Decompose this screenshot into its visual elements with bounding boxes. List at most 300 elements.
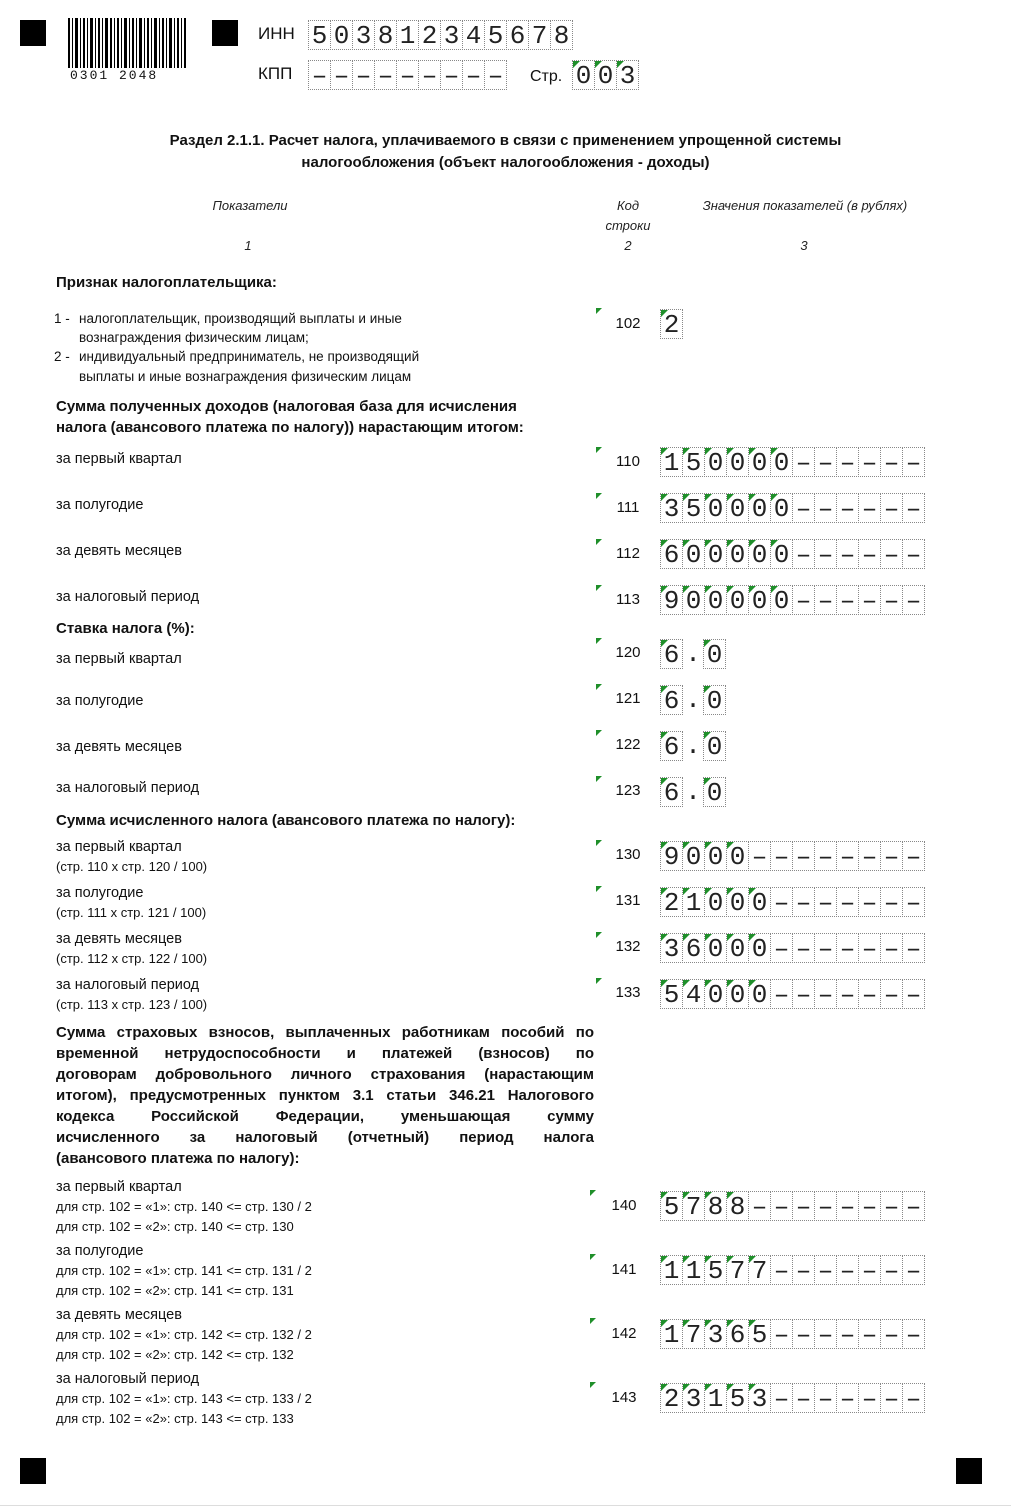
- char-cell: 6: [660, 639, 683, 669]
- char-cell: 0: [770, 585, 793, 615]
- char-cell: 8: [704, 1191, 727, 1221]
- row-110-flag-icon: [596, 447, 602, 453]
- row-133-code: 133: [615, 984, 641, 1001]
- page-label: Стр.: [530, 68, 563, 85]
- char-cell: –: [330, 60, 353, 90]
- char-cell: 0: [726, 493, 749, 523]
- char-cell: 7: [726, 1255, 749, 1285]
- kpp-field[interactable]: [308, 60, 506, 90]
- row-112-value-field[interactable]: [660, 539, 924, 569]
- inn-label: ИНН: [258, 24, 295, 43]
- row-132-note: (стр. 112 х стр. 122 / 100): [56, 951, 208, 966]
- char-cell: 5: [704, 1255, 727, 1285]
- row-133-note: (стр. 113 х стр. 123 / 100): [56, 997, 208, 1012]
- char-cell: 0: [704, 585, 727, 615]
- row-140-value-field[interactable]: [660, 1191, 924, 1221]
- char-cell: –: [880, 933, 903, 963]
- row-121-label: за полугодие: [56, 693, 144, 709]
- income-heading-line-2: налога (авансового платежа по налогу)) нарастающим итогом:: [56, 419, 524, 436]
- char-cell: 0: [748, 887, 771, 917]
- row-141-value-field[interactable]: [660, 1255, 924, 1285]
- char-cell: –: [792, 493, 815, 523]
- char-cell: 6: [660, 731, 683, 761]
- char-cell: –: [484, 60, 507, 90]
- char-cell: –: [880, 1255, 903, 1285]
- char-cell: –: [858, 841, 881, 871]
- char-cell: 0: [770, 539, 793, 569]
- char-cell: 4: [462, 20, 485, 50]
- char-cell: –: [748, 1191, 771, 1221]
- row-131-code: 131: [615, 892, 641, 909]
- char-cell: 0: [704, 933, 727, 963]
- row-130-value-field[interactable]: [660, 841, 924, 871]
- row-131-value-field[interactable]: [660, 887, 924, 917]
- row-142-flag-icon: [590, 1318, 596, 1324]
- char-cell: –: [748, 841, 771, 871]
- char-cell: 5: [484, 20, 507, 50]
- char-cell: –: [858, 493, 881, 523]
- char-cell: 3: [682, 1383, 705, 1413]
- char-cell: –: [814, 539, 837, 569]
- section-title-line-1: Раздел 2.1.1. Расчет налога, уплачиваемого в связи с применением упрощенной системы: [169, 132, 842, 149]
- row-141-note-2: для стр. 102 = «2»: стр. 141 <= стр. 131: [56, 1283, 294, 1298]
- char-cell: 0: [748, 585, 771, 615]
- row-143-label: за налоговый период: [56, 1371, 200, 1387]
- char-cell: 7: [748, 1255, 771, 1285]
- insurance-heading-line-2: временной нетрудоспособности и платежей (взносов) по: [56, 1045, 594, 1062]
- char-cell: 0: [726, 933, 749, 963]
- char-cell: –: [836, 1319, 859, 1349]
- char-cell: 2: [660, 1383, 683, 1413]
- char-cell: –: [880, 585, 903, 615]
- char-cell: –: [770, 979, 793, 1009]
- row-142-note-1: для стр. 102 = «1»: стр. 142 <= стр. 132 / 2: [56, 1327, 312, 1342]
- char-cell: –: [792, 933, 815, 963]
- row-122-label: за девять месяцев: [56, 739, 182, 755]
- row-140-note-1: для стр. 102 = «1»: стр. 140 <= стр. 130 / 2: [56, 1199, 312, 1214]
- char-cell: 0: [703, 685, 726, 715]
- char-cell: –: [792, 447, 815, 477]
- char-cell: .: [685, 639, 701, 669]
- char-cell: –: [792, 539, 815, 569]
- char-cell: –: [792, 887, 815, 917]
- char-cell: 0: [704, 447, 727, 477]
- char-cell: 5: [660, 979, 683, 1009]
- barcode-icon: [68, 18, 186, 68]
- row-130-code: 130: [615, 846, 641, 863]
- row-120-label: за первый квартал: [56, 651, 182, 667]
- char-cell: –: [352, 60, 375, 90]
- column-header-code-line-2: строки: [605, 218, 651, 233]
- row-120-value-field[interactable]: [660, 639, 725, 669]
- row-102-flag-icon: [596, 308, 602, 314]
- char-cell: 0: [682, 539, 705, 569]
- char-cell: 8: [726, 1191, 749, 1221]
- char-cell: –: [814, 1191, 837, 1221]
- char-cell: –: [902, 1255, 925, 1285]
- char-cell: –: [836, 493, 859, 523]
- row-132-flag-icon: [596, 932, 602, 938]
- char-cell: –: [770, 1191, 793, 1221]
- char-cell: –: [770, 1383, 793, 1413]
- row-122-flag-icon: [596, 730, 602, 736]
- insurance-heading-line-3: договорам добровольного личного страхования (нарастающим: [56, 1066, 594, 1083]
- char-cell: 3: [352, 20, 375, 50]
- char-cell: 5: [726, 1383, 749, 1413]
- corner-marker-top-left: [20, 20, 46, 46]
- char-cell: –: [880, 1191, 903, 1221]
- char-cell: 0: [682, 585, 705, 615]
- row-140-flag-icon: [590, 1190, 596, 1196]
- row-113-label: за налоговый период: [56, 589, 200, 605]
- char-cell: 0: [726, 585, 749, 615]
- row-130-note: (стр. 110 х стр. 120 / 100): [56, 859, 208, 874]
- corner-marker-bottom-left: [20, 1458, 46, 1484]
- char-cell: 2: [660, 887, 683, 917]
- row-141-flag-icon: [590, 1254, 596, 1260]
- row-113-code: 113: [616, 591, 640, 608]
- taxpayer-option-2-line-2: выплаты и иные вознаграждения физическим лицам: [79, 369, 412, 384]
- row-130-flag-icon: [596, 840, 602, 846]
- char-cell: –: [880, 841, 903, 871]
- barcode-number: 0301 2048: [70, 68, 159, 83]
- char-cell: –: [858, 1255, 881, 1285]
- tax-heading: Сумма исчисленного налога (авансового платежа по налогу):: [56, 812, 516, 829]
- column-number-2: 2: [624, 238, 632, 253]
- char-cell: –: [858, 1191, 881, 1221]
- char-cell: 5: [682, 493, 705, 523]
- char-cell: –: [770, 1255, 793, 1285]
- char-cell: 6: [506, 20, 529, 50]
- char-cell: –: [902, 1383, 925, 1413]
- char-cell: 0: [330, 20, 353, 50]
- char-cell: –: [814, 447, 837, 477]
- char-cell: –: [836, 979, 859, 1009]
- insurance-heading-line-6: исчисленного за налоговый (отчетный) период налога: [56, 1129, 594, 1146]
- kpp-label: КПП: [258, 64, 293, 83]
- char-cell: 9: [660, 841, 683, 871]
- row-112-label: за девять месяцев: [56, 543, 182, 559]
- char-cell: –: [814, 841, 837, 871]
- row-132-code: 132: [615, 938, 641, 955]
- char-cell: 0: [748, 539, 771, 569]
- row-112-code: 112: [616, 545, 640, 562]
- char-cell: 5: [308, 20, 331, 50]
- row-131-label: за полугодие: [56, 885, 144, 901]
- char-cell: 9: [660, 585, 683, 615]
- char-cell: –: [880, 979, 903, 1009]
- section-title-line-2: налогообложения (объект налогообложения - доходы): [301, 154, 710, 171]
- row-120-code: 120: [615, 644, 641, 661]
- taxpayer-option-1-line-2: вознаграждения физическим лицам;: [79, 330, 309, 345]
- column-number-3: 3: [800, 238, 808, 253]
- char-cell: –: [770, 1319, 793, 1349]
- char-cell: 2: [660, 309, 683, 339]
- char-cell: 0: [703, 777, 726, 807]
- row-113-flag-icon: [596, 585, 602, 591]
- income-heading-line-1: Сумма полученных доходов (налоговая база для исчисления: [56, 398, 517, 415]
- char-cell: –: [902, 841, 925, 871]
- char-cell: –: [440, 60, 463, 90]
- row-111-value-field[interactable]: [660, 493, 924, 523]
- row-141-code: 141: [611, 1261, 637, 1278]
- row-143-value-field[interactable]: [660, 1383, 924, 1413]
- char-cell: 1: [682, 1255, 705, 1285]
- char-cell: 1: [704, 1383, 727, 1413]
- char-cell: –: [814, 1255, 837, 1285]
- char-cell: 0: [682, 841, 705, 871]
- char-cell: –: [902, 979, 925, 1009]
- char-cell: –: [374, 60, 397, 90]
- char-cell: –: [880, 1319, 903, 1349]
- row-123-flag-icon: [596, 776, 602, 782]
- row-141-note-1: для стр. 102 = «1»: стр. 141 <= стр. 131 / 2: [56, 1263, 312, 1278]
- char-cell: 0: [748, 979, 771, 1009]
- char-cell: 6: [660, 539, 683, 569]
- char-cell: 0: [572, 60, 595, 90]
- char-cell: 5: [660, 1191, 683, 1221]
- char-cell: 0: [726, 539, 749, 569]
- char-cell: –: [792, 1191, 815, 1221]
- row-123-code: 123: [615, 782, 641, 799]
- char-cell: 6: [726, 1319, 749, 1349]
- row-143-code: 143: [611, 1389, 637, 1406]
- char-cell: –: [836, 585, 859, 615]
- char-cell: 1: [682, 887, 705, 917]
- char-cell: 4: [682, 979, 705, 1009]
- row-111-code: 111: [616, 499, 640, 516]
- char-cell: 0: [704, 887, 727, 917]
- char-cell: –: [902, 1191, 925, 1221]
- char-cell: 0: [748, 933, 771, 963]
- char-cell: –: [770, 933, 793, 963]
- row-122-value-field[interactable]: [660, 731, 725, 761]
- char-cell: 8: [374, 20, 397, 50]
- char-cell: –: [792, 1255, 815, 1285]
- row-102-value-field[interactable]: [660, 309, 682, 339]
- row-130-label: за первый квартал: [56, 839, 182, 855]
- char-cell: –: [858, 1319, 881, 1349]
- char-cell: 0: [726, 887, 749, 917]
- row-131-flag-icon: [596, 886, 602, 892]
- char-cell: –: [814, 979, 837, 1009]
- row-121-value-field[interactable]: [660, 685, 725, 715]
- char-cell: 0: [704, 841, 727, 871]
- char-cell: 3: [660, 933, 683, 963]
- char-cell: –: [902, 493, 925, 523]
- char-cell: –: [792, 1383, 815, 1413]
- char-cell: –: [858, 447, 881, 477]
- page-number-field[interactable]: [572, 60, 638, 90]
- char-cell: –: [858, 585, 881, 615]
- char-cell: –: [880, 539, 903, 569]
- char-cell: –: [308, 60, 331, 90]
- corner-marker-top-right: [212, 20, 238, 46]
- row-140-label: за первый квартал: [56, 1179, 182, 1195]
- row-110-value-field[interactable]: [660, 447, 924, 477]
- row-122-code: 122: [615, 736, 641, 753]
- row-132-value-field[interactable]: [660, 933, 924, 963]
- char-cell: –: [836, 887, 859, 917]
- row-132-label: за девять месяцев: [56, 931, 182, 947]
- row-121-flag-icon: [596, 684, 602, 690]
- char-cell: 6: [660, 777, 683, 807]
- char-cell: –: [792, 1319, 815, 1349]
- char-cell: –: [814, 887, 837, 917]
- row-141-label: за полугодие: [56, 1243, 144, 1259]
- char-cell: –: [836, 539, 859, 569]
- row-112-flag-icon: [596, 539, 602, 545]
- row-110-code: 110: [616, 453, 640, 470]
- char-cell: –: [814, 1383, 837, 1413]
- row-123-value-field[interactable]: [660, 777, 725, 807]
- char-cell: –: [814, 493, 837, 523]
- char-cell: –: [902, 887, 925, 917]
- row-113-value-field[interactable]: [660, 585, 924, 615]
- char-cell: –: [814, 1319, 837, 1349]
- char-cell: 0: [594, 60, 617, 90]
- char-cell: –: [858, 887, 881, 917]
- char-cell: –: [880, 1383, 903, 1413]
- row-142-code: 142: [611, 1325, 637, 1342]
- column-number-1: 1: [244, 238, 252, 253]
- char-cell: 0: [748, 493, 771, 523]
- row-133-flag-icon: [596, 978, 602, 984]
- char-cell: –: [418, 60, 441, 90]
- taxpayer-option-1-number: 1 -: [54, 311, 70, 326]
- char-cell: .: [685, 731, 701, 761]
- char-cell: –: [880, 447, 903, 477]
- char-cell: –: [858, 539, 881, 569]
- char-cell: –: [902, 447, 925, 477]
- char-cell: 0: [703, 639, 726, 669]
- row-140-code: 140: [611, 1197, 637, 1214]
- char-cell: 0: [704, 979, 727, 1009]
- char-cell: –: [836, 841, 859, 871]
- char-cell: 3: [748, 1383, 771, 1413]
- char-cell: 8: [550, 20, 573, 50]
- insurance-heading-line-4: итогом), предусмотренных пунктом 3.1 статьи 346.21 Налогового: [56, 1087, 594, 1104]
- char-cell: –: [792, 585, 815, 615]
- char-cell: 7: [528, 20, 551, 50]
- char-cell: 0: [703, 731, 726, 761]
- taxpayer-option-1-line-1: налогоплательщик, производящий выплаты и иные: [79, 311, 402, 326]
- char-cell: –: [880, 887, 903, 917]
- column-header-code-line-1: Код: [616, 198, 640, 213]
- taxpayer-option-2-number: 2 -: [54, 349, 70, 364]
- char-cell: –: [836, 1255, 859, 1285]
- corner-marker-bottom-right: [956, 1458, 982, 1484]
- row-143-note-2: для стр. 102 = «2»: стр. 143 <= стр. 133: [56, 1411, 294, 1426]
- row-143-flag-icon: [590, 1382, 596, 1388]
- insurance-heading-line-1: Сумма страховых взносов, выплаченных работникам пособий по: [56, 1024, 594, 1041]
- rate-heading: Ставка налога (%):: [56, 620, 195, 637]
- row-121-code: 121: [615, 690, 641, 707]
- char-cell: 5: [748, 1319, 771, 1349]
- taxpayer-sign-heading: Признак налогоплательщика:: [56, 274, 277, 291]
- char-cell: 0: [748, 447, 771, 477]
- char-cell: –: [836, 447, 859, 477]
- char-cell: 0: [770, 493, 793, 523]
- char-cell: –: [792, 979, 815, 1009]
- row-133-label: за налоговый период: [56, 977, 200, 993]
- inn-field[interactable]: [308, 20, 572, 50]
- char-cell: –: [792, 841, 815, 871]
- row-140-note-2: для стр. 102 = «2»: стр. 140 <= стр. 130: [56, 1219, 294, 1234]
- char-cell: –: [902, 1319, 925, 1349]
- char-cell: –: [858, 933, 881, 963]
- char-cell: –: [462, 60, 485, 90]
- char-cell: 1: [660, 447, 683, 477]
- char-cell: 7: [682, 1191, 705, 1221]
- char-cell: 6: [660, 685, 683, 715]
- char-cell: 0: [704, 493, 727, 523]
- column-header-values: Значения показателей (в рублях): [702, 198, 908, 213]
- row-142-value-field[interactable]: [660, 1319, 924, 1349]
- char-cell: –: [902, 539, 925, 569]
- row-143-note-1: для стр. 102 = «1»: стр. 143 <= стр. 133 / 2: [56, 1391, 312, 1406]
- char-cell: –: [770, 887, 793, 917]
- char-cell: –: [858, 979, 881, 1009]
- char-cell: –: [902, 585, 925, 615]
- char-cell: 0: [726, 447, 749, 477]
- row-142-note-2: для стр. 102 = «2»: стр. 142 <= стр. 132: [56, 1347, 294, 1362]
- row-133-value-field[interactable]: [660, 979, 924, 1009]
- char-cell: 3: [660, 493, 683, 523]
- char-cell: 0: [726, 841, 749, 871]
- char-cell: 1: [660, 1255, 683, 1285]
- insurance-heading-line-7: (авансового платежа по налогу):: [56, 1150, 300, 1167]
- char-cell: –: [902, 933, 925, 963]
- row-131-note: (стр. 111 х стр. 121 / 100): [56, 905, 207, 920]
- char-cell: 5: [682, 447, 705, 477]
- char-cell: 3: [440, 20, 463, 50]
- char-cell: –: [858, 1383, 881, 1413]
- char-cell: .: [685, 685, 701, 715]
- char-cell: 0: [770, 447, 793, 477]
- char-cell: 1: [396, 20, 419, 50]
- insurance-heading-line-5: кодекса Российской Федерации, уменьшающая сумму: [56, 1108, 594, 1125]
- char-cell: –: [814, 933, 837, 963]
- char-cell: 6: [682, 933, 705, 963]
- char-cell: –: [396, 60, 419, 90]
- char-cell: 2: [418, 20, 441, 50]
- column-header-indicators: Показатели: [212, 198, 288, 213]
- char-cell: –: [836, 1191, 859, 1221]
- char-cell: –: [836, 933, 859, 963]
- char-cell: –: [814, 585, 837, 615]
- row-142-label: за девять месяцев: [56, 1307, 182, 1323]
- char-cell: –: [770, 841, 793, 871]
- char-cell: 3: [704, 1319, 727, 1349]
- char-cell: 3: [616, 60, 639, 90]
- row-123-label: за налоговый период: [56, 780, 200, 796]
- row-111-label: за полугодие: [56, 497, 144, 513]
- row-120-flag-icon: [596, 638, 602, 644]
- page-bottom-divider: [0, 1505, 1011, 1506]
- char-cell: 1: [660, 1319, 683, 1349]
- char-cell: –: [836, 1383, 859, 1413]
- row-111-flag-icon: [596, 493, 602, 499]
- char-cell: 0: [726, 979, 749, 1009]
- row-102-code: 102: [615, 315, 641, 332]
- char-cell: 0: [704, 539, 727, 569]
- taxpayer-option-2-line-1: индивидуальный предприниматель, не производящий: [79, 349, 420, 364]
- row-110-label: за первый квартал: [56, 451, 182, 467]
- char-cell: –: [880, 493, 903, 523]
- char-cell: 7: [682, 1319, 705, 1349]
- char-cell: .: [685, 777, 701, 807]
